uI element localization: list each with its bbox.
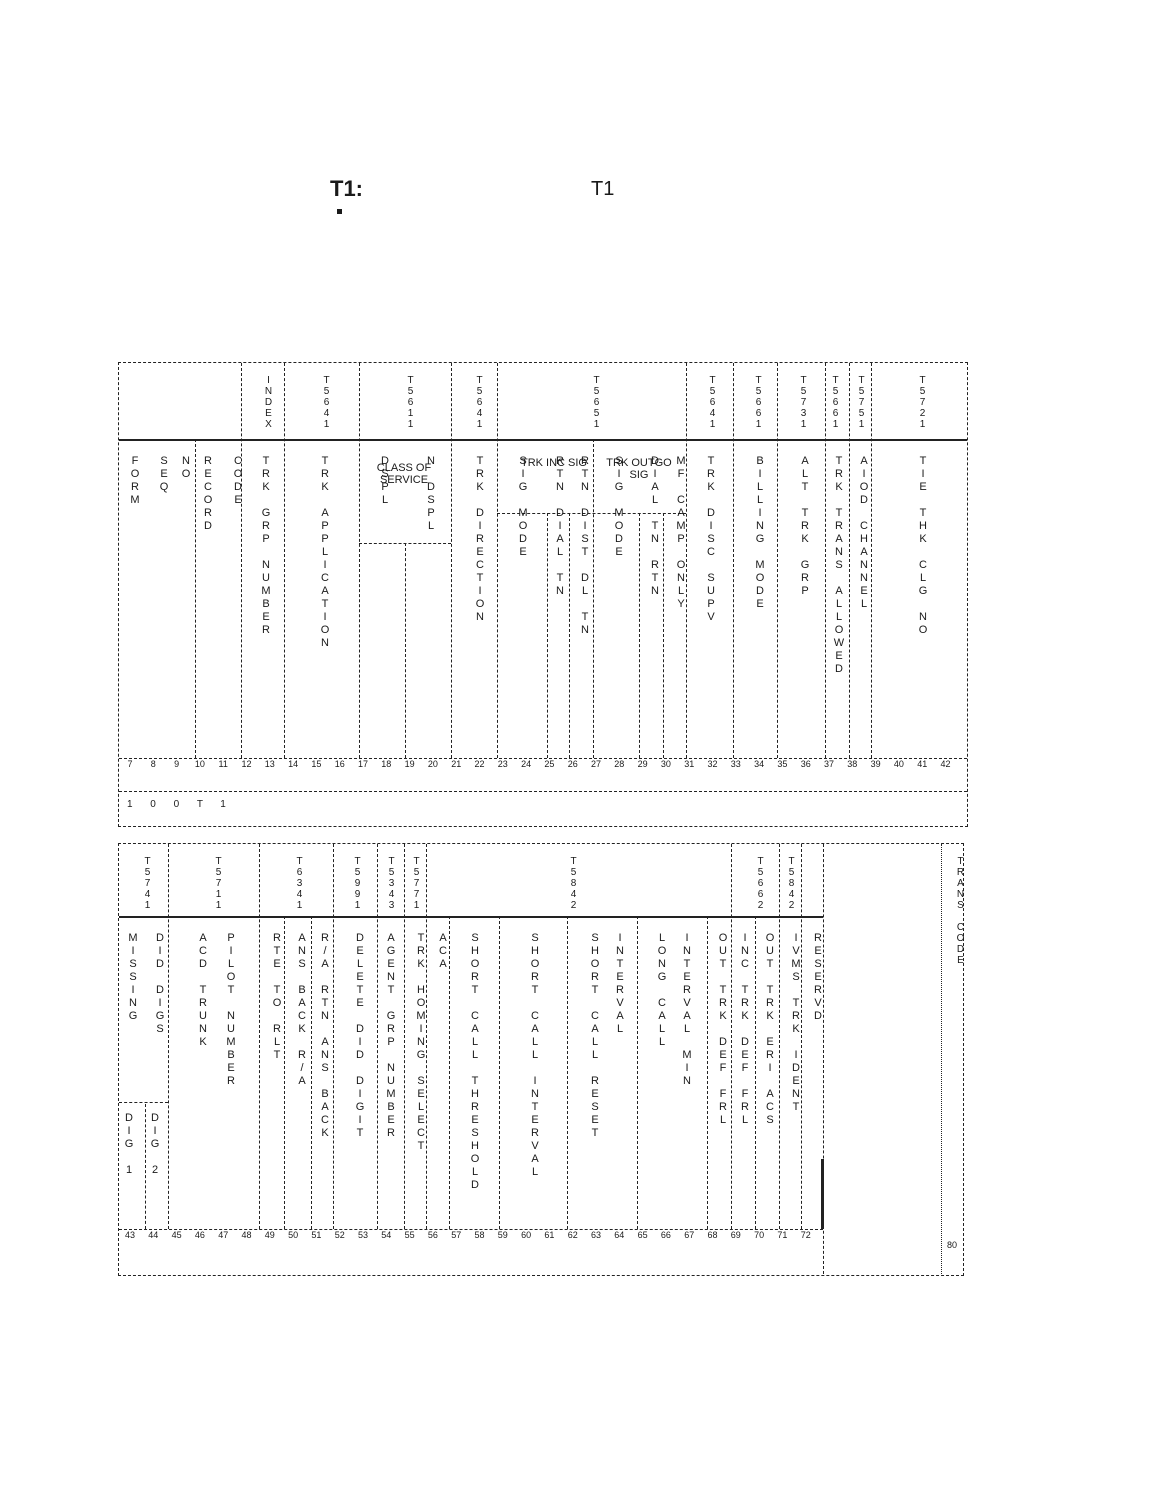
tcode-label: T5641: [474, 375, 485, 430]
column-number: 70: [754, 1230, 765, 1240]
column-number: 53: [358, 1230, 369, 1240]
tcode-label: T5611: [405, 375, 416, 430]
tcode-label: T5711: [213, 856, 224, 911]
col-divider: [547, 513, 548, 758]
column-number: 62: [567, 1230, 578, 1240]
field-label: TRK DIRECTION: [474, 455, 486, 624]
col-divider: [707, 916, 708, 1229]
field-label: ALT TRK GRP: [799, 455, 811, 598]
col-divider: [733, 363, 734, 758]
column-number: 58: [474, 1230, 485, 1240]
field-label: RTN DIAL TN: [554, 455, 566, 598]
col-divider: [449, 916, 450, 1229]
col-divider: [284, 363, 285, 758]
field-label: RTE TO RLT: [271, 932, 283, 1062]
dig-label-2: DIG 2: [149, 1112, 161, 1177]
col-divider: [569, 513, 570, 758]
col-divider: [311, 916, 312, 1229]
tcode-label: T5651: [591, 375, 602, 430]
field-label: INTERVAL: [614, 932, 626, 1036]
col-divider: [145, 1104, 146, 1229]
tcode-label: INDEX: [263, 375, 274, 430]
column-number: 36: [800, 759, 811, 769]
entry-cell: 0: [150, 799, 156, 810]
entry-cell: 1: [220, 799, 226, 810]
column-number-separator: [119, 1229, 823, 1230]
column-number: 45: [171, 1230, 182, 1240]
col-divider: [195, 439, 196, 758]
column-number: 35: [777, 759, 788, 769]
column-number: 42: [940, 759, 951, 769]
column-number: 56: [427, 1230, 438, 1240]
column-number: 55: [404, 1230, 415, 1240]
col-divider: [639, 513, 640, 758]
field-label: TRK APPLICATION: [319, 455, 331, 650]
page-title-t1-right: T1: [591, 178, 615, 200]
column-number: 29: [637, 759, 648, 769]
column-number: 25: [544, 759, 555, 769]
tcode-label: T5751: [856, 375, 867, 430]
tcode-band: [119, 844, 823, 918]
field-label: MISSING: [127, 932, 139, 1023]
column-number: 40: [893, 759, 904, 769]
column-number: 18: [381, 759, 392, 769]
col-divider: [779, 844, 780, 1229]
field-label: ACD TRUNK: [197, 932, 209, 1049]
field-label: SHORT CALL RESET: [589, 932, 601, 1140]
column-number: 51: [311, 1230, 322, 1240]
entry-cell: 1: [127, 799, 133, 810]
field-label: SHORT CALL THRESHOLD: [469, 932, 481, 1192]
column-number-separator: [119, 758, 967, 759]
col-divider: [405, 543, 406, 758]
tcode-label: TRANS CODE: [955, 856, 966, 966]
col-divider: [593, 439, 594, 758]
column-number: 43: [125, 1230, 136, 1240]
column-number: 39: [870, 759, 881, 769]
col-divider: [849, 363, 850, 758]
column-number: 46: [194, 1230, 205, 1240]
column-number: 63: [591, 1230, 602, 1240]
column-number: 17: [358, 759, 369, 769]
column-number: 44: [148, 1230, 159, 1240]
column-number: 31: [684, 759, 695, 769]
entry-row[interactable]: [119, 795, 967, 817]
column-number: 64: [614, 1230, 625, 1240]
column-number: 13: [264, 759, 275, 769]
column-number: 67: [684, 1230, 695, 1240]
field-label: ACA: [437, 932, 449, 971]
column-number: 38: [847, 759, 858, 769]
field-label: IVMS TRK IDENT: [790, 932, 802, 1114]
field-label: R/A RTN ANS BACK: [319, 932, 331, 1140]
field-label: N DSPL: [425, 455, 437, 533]
field-label: RTN DIST DL TN: [579, 455, 591, 637]
tcode-label: T5641: [321, 375, 332, 430]
column-number: 14: [288, 759, 299, 769]
column-number: 59: [497, 1230, 508, 1240]
column-number: 72: [800, 1230, 811, 1240]
column-number: 71: [777, 1230, 788, 1240]
field-label: TRK DISC SUPV: [705, 455, 717, 624]
field-label: INTERVAL MIN: [681, 932, 693, 1088]
column-number: 69: [730, 1230, 741, 1240]
field-label: SHORT CALL INTERVAL: [529, 932, 541, 1179]
column-80: 80: [946, 1240, 957, 1250]
col-divider: [241, 363, 242, 758]
trans-code-divider: [941, 844, 942, 1274]
field-label: FORM: [129, 455, 141, 507]
column-number-separator: [119, 791, 967, 792]
tcode-label: T5842: [786, 856, 797, 911]
col-divider: [168, 844, 169, 1229]
field-label: TRK GRP NUMBER: [260, 455, 272, 637]
column-number: 24: [521, 759, 532, 769]
column-number-row: [119, 758, 967, 786]
field-label: AIOD CHANNEL: [858, 455, 870, 611]
tcode-label: T5721: [917, 375, 928, 430]
heavy-rule: [821, 1159, 824, 1229]
column-number: 57: [451, 1230, 462, 1240]
col-divider: [359, 363, 360, 758]
tcode-label: T5661: [753, 375, 764, 430]
field-label: TIE THK CLG NO: [917, 455, 929, 637]
column-number: 26: [567, 759, 578, 769]
col-divider: [567, 916, 568, 1229]
column-number: 20: [427, 759, 438, 769]
field-label: DIAL TN RTN: [649, 455, 661, 598]
tcode-label: T5991: [352, 856, 363, 911]
column-number-row: [119, 1229, 823, 1257]
field-label: ANS BACK R/A: [296, 932, 308, 1088]
field-label: DID DIGS: [154, 932, 166, 1036]
tcode-label: T5661: [830, 375, 841, 430]
dig-label-1: DIG 1: [123, 1112, 135, 1177]
field-label: SEQ: [158, 455, 170, 494]
column-number: 41: [917, 759, 928, 769]
col-divider: [731, 844, 732, 1229]
column-number: 19: [404, 759, 415, 769]
field-label: DSPL: [379, 455, 391, 507]
col-divider: [499, 916, 500, 1229]
column-number: 22: [474, 759, 485, 769]
tcode-label: T5641: [707, 375, 718, 430]
field-label: SIG MODE: [613, 455, 625, 559]
tcode-label: T5741: [142, 856, 153, 911]
field-label: LONG CALL: [656, 932, 668, 1049]
column-number: 33: [730, 759, 741, 769]
column-number: 23: [497, 759, 508, 769]
group-label-class-of-service: CLASS OF SERVICE: [376, 462, 432, 486]
column-number: 65: [637, 1230, 648, 1240]
group-label-trk-outgo-sig: TRK OUTGO SIG: [606, 457, 672, 481]
page-title-t1: T1:: [330, 176, 363, 201]
tcode-label: T5662: [755, 856, 766, 911]
field-label: MF CAMP ONLY: [675, 455, 687, 611]
field-label: INC TRK DEF FRL: [739, 932, 751, 1127]
field-label: RESERVD: [812, 932, 824, 1023]
column-number: 68: [707, 1230, 718, 1240]
column-number: 15: [311, 759, 322, 769]
field-label: OUT TRK ERI ACS: [764, 932, 776, 1127]
bullet-dot: [337, 209, 342, 214]
form-section-2: [118, 843, 964, 1276]
field-label: TRK TRANS ALLOWED: [833, 455, 845, 676]
col-divider: [825, 363, 826, 758]
column-number: 47: [218, 1230, 229, 1240]
column-number: 9: [174, 759, 180, 769]
col-divider: [259, 844, 260, 1229]
column-number: 30: [660, 759, 671, 769]
field-label: SIG MODE: [517, 455, 529, 559]
column-number: 66: [660, 1230, 671, 1240]
field-label: CODE: [232, 455, 244, 507]
col-divider: [404, 844, 405, 1229]
col-divider: [284, 916, 285, 1229]
field-label: NO: [180, 455, 192, 481]
column-number: 12: [241, 759, 252, 769]
col-divider: [755, 916, 756, 1229]
tcode-label: T5731: [798, 375, 809, 430]
col-divider: [333, 844, 334, 1229]
field-label: DELETE DID DIGIT: [354, 932, 366, 1140]
column-number: 21: [451, 759, 462, 769]
form-section-1: [118, 362, 968, 827]
column-number: 34: [754, 759, 765, 769]
column-number: 54: [381, 1230, 392, 1240]
column-number: 50: [288, 1230, 299, 1240]
col-divider: [497, 363, 498, 758]
column-number: 11: [218, 759, 228, 769]
column-number: 60: [521, 1230, 532, 1240]
column-number: 37: [824, 759, 835, 769]
field-label: OUT TRK DEF FRL: [717, 932, 729, 1127]
column-number: 10: [194, 759, 205, 769]
column-number: 52: [334, 1230, 345, 1240]
tcode-label: T5771: [411, 856, 422, 911]
col-divider: [871, 363, 872, 758]
column-number: 8: [150, 759, 156, 769]
field-label: RECORD: [202, 455, 214, 533]
field-label: TRK HOMING SELECT: [415, 932, 427, 1153]
column-number: 28: [614, 759, 625, 769]
column-number: 61: [544, 1230, 555, 1240]
column-number: 32: [707, 759, 718, 769]
tcode-label: T5842: [568, 856, 579, 911]
column-number: 48: [241, 1230, 252, 1240]
col-divider: [377, 844, 378, 1229]
col-divider: [451, 363, 452, 758]
col-divider: [777, 363, 778, 758]
col-divider: [663, 513, 664, 758]
tcode-label: T5343: [386, 856, 397, 911]
column-number: 7: [127, 759, 133, 769]
tcode-label: T6341: [294, 856, 305, 911]
entry-cell: 0: [173, 799, 180, 810]
field-label: BILLING MODE: [754, 455, 766, 611]
column-number: 16: [334, 759, 345, 769]
field-label: AGENT GRP NUMBER: [385, 932, 397, 1140]
dig-separator: [119, 1102, 168, 1103]
column-number: 27: [591, 759, 602, 769]
group-label-trk-inc-sig: TRK INC SIG: [520, 457, 587, 469]
field-label: PILOT NUMBER: [225, 932, 237, 1088]
entry-cell: T: [196, 799, 203, 810]
column-number: 49: [264, 1230, 275, 1240]
col-divider: [637, 916, 638, 1229]
group-underline: [359, 543, 451, 544]
